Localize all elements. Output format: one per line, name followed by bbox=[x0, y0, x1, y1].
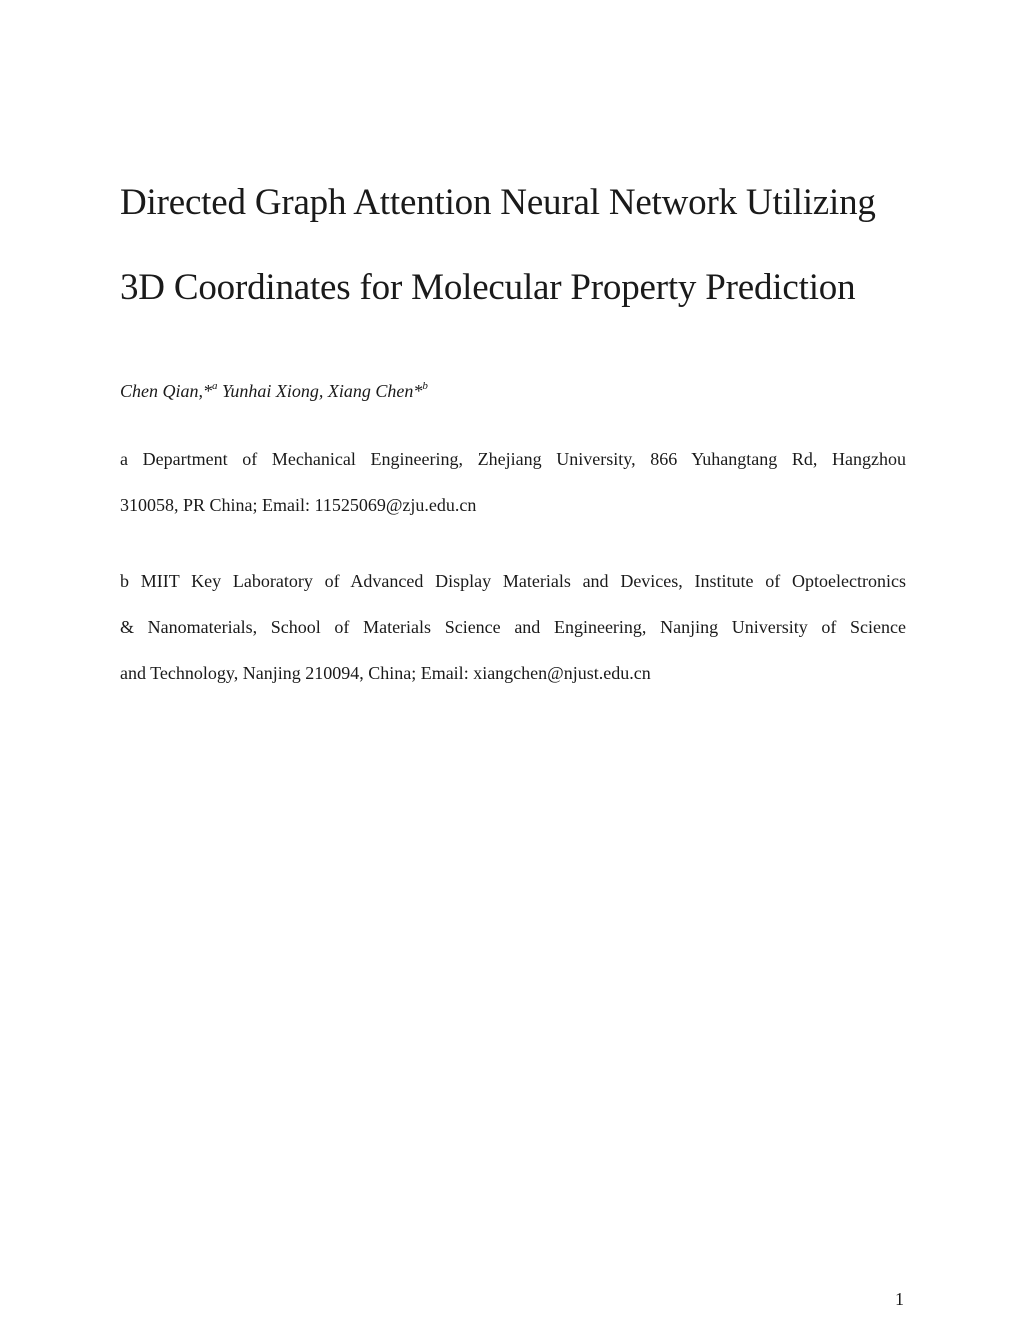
paper-title-line-1: Directed Graph Attention Neural Network Utilizing bbox=[120, 182, 876, 223]
affiliation-marker: a bbox=[212, 380, 218, 392]
author-list bbox=[120, 378, 428, 404]
author-names: Yunhai Xiong, Xiang Chen* bbox=[217, 381, 423, 401]
page-number: 1 bbox=[895, 1289, 904, 1309]
affiliation-a-line: a Department of Mechanical Engineering, Zhejiang University, 866 Yuhangtang Rd, Hangzhou bbox=[120, 449, 906, 469]
paper-title-line-2: 3D Coordinates for Molecular Property Prediction bbox=[120, 267, 856, 308]
affiliation-marker: b bbox=[422, 380, 428, 392]
affiliation-b-line: b MIIT Key Laboratory of Advanced Display Materials and Devices, Institute of Optoelectronics bbox=[120, 571, 906, 591]
author-name: Chen Qian,* bbox=[120, 381, 212, 401]
affiliation-a-line: 310058, PR China; Email: 11525069@zju.edu.cn bbox=[120, 495, 477, 515]
affiliation-b-line: & Nanomaterials, School of Materials Science and Engineering, Nanjing University of Science bbox=[120, 617, 906, 637]
affiliation-b-line: and Technology, Nanjing 210094, China; Email: xiangchen@njust.edu.cn bbox=[120, 663, 651, 683]
